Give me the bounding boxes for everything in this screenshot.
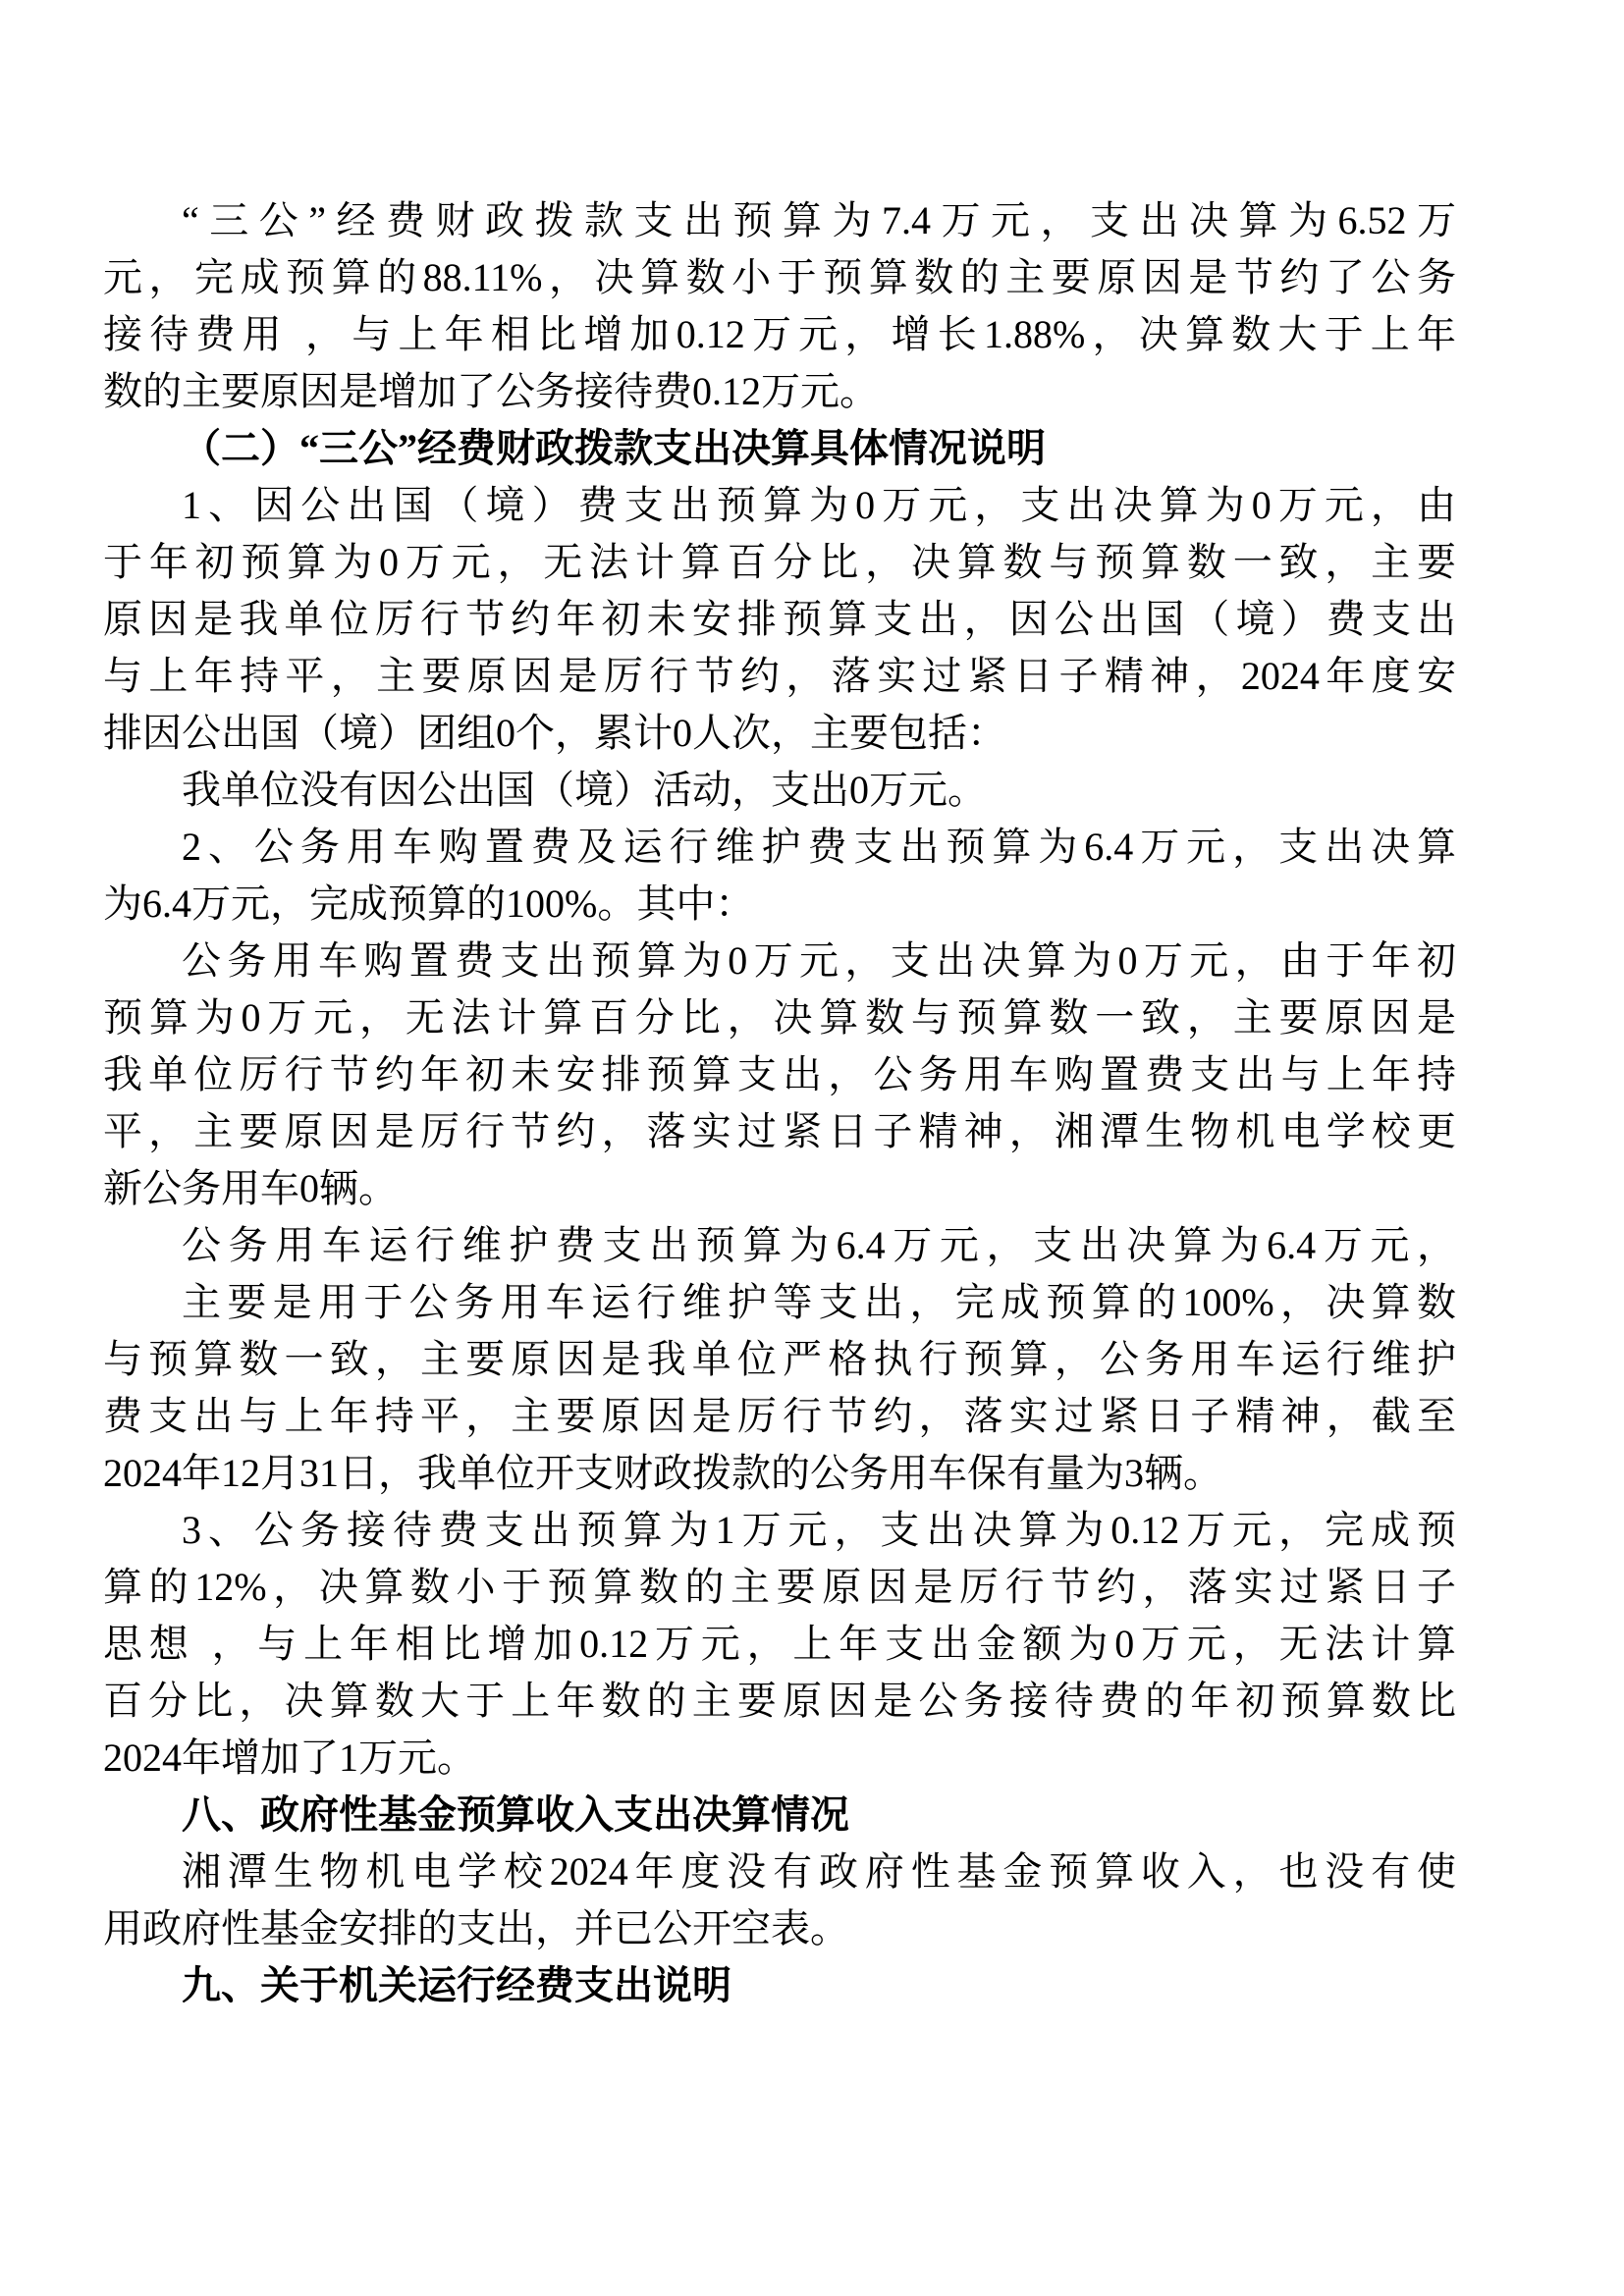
text-line: 接待费用 ，与上年相比增加0.12万元，增长1.88%，决算数大于上年: [103, 312, 1456, 356]
text-line: 新公务用车0辆。: [103, 1166, 398, 1210]
text-line: 百分比，决算数大于上年数的主要原因是公务接待费的年初预算数比: [103, 1679, 1456, 1723]
paragraph: [103, 762, 1456, 819]
text-line: 原因是我单位厉行节约年初未安排预算支出，因公出国（境）费支出: [103, 597, 1456, 641]
section-heading: [103, 420, 1456, 477]
text-line: 于年初预算为0万元，无法计算百分比，决算数与预算数一致，主要: [103, 540, 1456, 584]
text-line: 我单位没有因公出国（境）活动，支出0万元。: [182, 768, 987, 812]
text-line: 排因公出国（境）团组0个，累计0人次，主要包括：: [103, 711, 1006, 755]
paragraph: [103, 1502, 1456, 1787]
text-line: 2024年增加了1万元。: [103, 1735, 476, 1780]
text-line: 与上年持平，主要原因是厉行节约，落实过紧日子精神，2024年度安: [103, 654, 1456, 698]
text-line: 2、公务用车购置费及运行维护费支出预算为6.4万元，支出决算: [182, 825, 1456, 869]
text-line: 公务用车购置费支出预算为0万元，支出决算为0万元，由于年初: [182, 938, 1456, 983]
text-line: 主要是用于公务用车运行维护等支出，完成预算的100%，决算数: [182, 1280, 1456, 1324]
section-heading: [103, 1787, 1456, 1843]
text-line: 算的12%，决算数小于预算数的主要原因是厉行节约，落实过紧日子: [103, 1565, 1456, 1609]
paragraph: [103, 1217, 1456, 1274]
paragraph: [103, 933, 1456, 1217]
paragraph: [103, 819, 1456, 933]
text-line: 平，主要原因是厉行节约，落实过紧日子精神，湘潭生物机电学校更: [103, 1109, 1456, 1153]
section-heading: [103, 1957, 1456, 2014]
paragraph: [103, 1843, 1456, 1957]
text-line: 思想 ，与上年相比增加0.12万元，上年支出金额为0万元，无法计算: [103, 1622, 1456, 1666]
paragraph: [103, 192, 1456, 420]
text-line: （二）“三公”经费财政拨款支出决算具体情况说明: [182, 426, 1046, 470]
text-line: 2024年12月31日，我单位开支财政拨款的公务用车保有量为3辆。: [103, 1451, 1222, 1495]
text-line: 湘潭生物机电学校2024年度没有政府性基金预算收入，也没有使: [182, 1849, 1456, 1894]
text-line: 八、政府性基金预算收入支出决算情况: [182, 1792, 849, 1837]
text-line: 3、公务接待费支出预算为1万元，支出决算为0.12万元，完成预: [182, 1508, 1456, 1552]
paragraph: [103, 1274, 1456, 1502]
text-line: 1、因公出国（境）费支出预算为0万元，支出决算为0万元，由: [182, 483, 1456, 527]
text-line: 公务用车运行维护费支出预算为6.4万元，支出决算为6.4万元，: [182, 1223, 1456, 1267]
text-line: 九、关于机关运行经费支出说明: [182, 1963, 731, 2007]
text-line: 与预算数一致，主要原因是我单位严格执行预算，公务用车运行维护: [103, 1337, 1456, 1381]
text-line: 用政府性基金安排的支出，并已公开空表。: [103, 1906, 849, 1950]
text-line: 预算为0万元，无法计算百分比，决算数与预算数一致，主要原因是: [103, 995, 1456, 1040]
text-line: 为6.4万元，完成预算的100%。其中：: [103, 881, 755, 926]
paragraph: [103, 477, 1456, 762]
text-line: 我单位厉行节约年初未安排预算支出，公务用车购置费支出与上年持: [103, 1052, 1456, 1096]
text-line: 元，完成预算的88.11%，决算数小于预算数的主要原因是节约了公务: [103, 255, 1456, 299]
text-line: 费支出与上年持平，主要原因是厉行节约，落实过紧日子精神，截至: [103, 1394, 1456, 1438]
text-line: “三公”经费财政拨款支出预算为7.4万元，支出决算为6.52万: [182, 198, 1456, 242]
text-line: 数的主要原因是增加了公务接待费0.12万元。: [103, 369, 879, 413]
document-body: [103, 192, 1456, 2014]
